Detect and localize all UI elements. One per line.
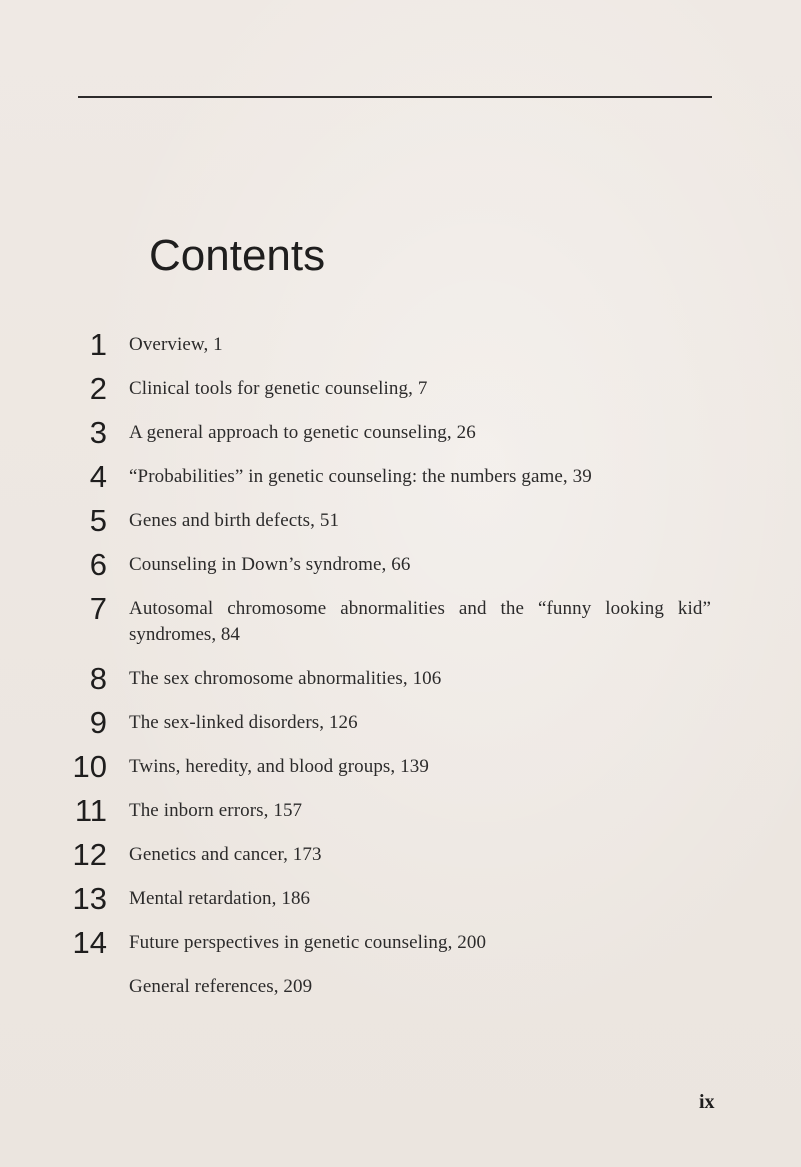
chapter-number: 14 bbox=[72, 925, 107, 960]
chapter-number: 2 bbox=[89, 371, 107, 406]
top-rule bbox=[78, 96, 712, 98]
chapter-number: 11 bbox=[74, 793, 107, 828]
toc-references bbox=[0, 968, 801, 1008]
chapter-number: 6 bbox=[89, 547, 107, 582]
toc-entry bbox=[0, 590, 801, 654]
chapter-title: Autosomal chromosome abnormalities and the “funny looking kid” bbox=[129, 598, 711, 619]
chapter-title: A general approach to genetic counseling, 26 bbox=[129, 422, 476, 443]
chapter-number: 4 bbox=[89, 459, 107, 494]
chapter-number: 1 bbox=[89, 327, 107, 362]
chapter-number: 10 bbox=[72, 749, 107, 784]
toc-entry bbox=[0, 370, 801, 410]
page-number: ix bbox=[699, 1091, 715, 1113]
chapter-number: 3 bbox=[89, 415, 107, 450]
chapter-number: 9 bbox=[89, 705, 107, 740]
chapter-number: 7 bbox=[89, 591, 107, 626]
chapter-number: 12 bbox=[72, 837, 107, 872]
chapter-number: 13 bbox=[72, 881, 107, 916]
toc-entry bbox=[0, 704, 801, 744]
toc-entry bbox=[0, 792, 801, 832]
chapter-title: “Probabilities” in genetic counseling: the numbers game, 39 bbox=[129, 466, 592, 487]
chapter-title: The inborn errors, 157 bbox=[129, 800, 303, 821]
chapter-title: Genes and birth defects, 51 bbox=[129, 510, 340, 531]
page-title: Contents bbox=[149, 231, 326, 280]
chapter-title: Genetics and cancer, 173 bbox=[129, 844, 322, 865]
references-entry: General references, 209 bbox=[129, 976, 313, 997]
chapter-title: Twins, heredity, and blood groups, 139 bbox=[129, 756, 429, 777]
toc-entry bbox=[0, 660, 801, 700]
toc-entry bbox=[0, 502, 801, 542]
chapter-title: Future perspectives in genetic counseling, 200 bbox=[129, 932, 487, 953]
toc-entry bbox=[0, 546, 801, 586]
chapter-title: Counseling in Down’s syndrome, 66 bbox=[129, 554, 411, 575]
toc-entry bbox=[0, 458, 801, 498]
chapter-title: The sex-linked disorders, 126 bbox=[129, 712, 358, 733]
chapter-title-continued: syndromes, 84 bbox=[129, 624, 240, 645]
chapter-title: Clinical tools for genetic counseling, 7 bbox=[129, 378, 428, 399]
toc-entry bbox=[0, 326, 801, 366]
toc-entry bbox=[0, 924, 801, 964]
toc-entry bbox=[0, 880, 801, 920]
toc-entry bbox=[0, 836, 801, 876]
chapter-number: 5 bbox=[89, 503, 107, 538]
chapter-title: The sex chromosome abnormalities, 106 bbox=[129, 668, 442, 689]
chapter-number: 8 bbox=[89, 661, 107, 696]
chapter-title: Overview, 1 bbox=[129, 334, 223, 355]
toc-entry bbox=[0, 748, 801, 788]
chapter-title: Mental retardation, 186 bbox=[129, 888, 311, 909]
toc-entry bbox=[0, 414, 801, 454]
